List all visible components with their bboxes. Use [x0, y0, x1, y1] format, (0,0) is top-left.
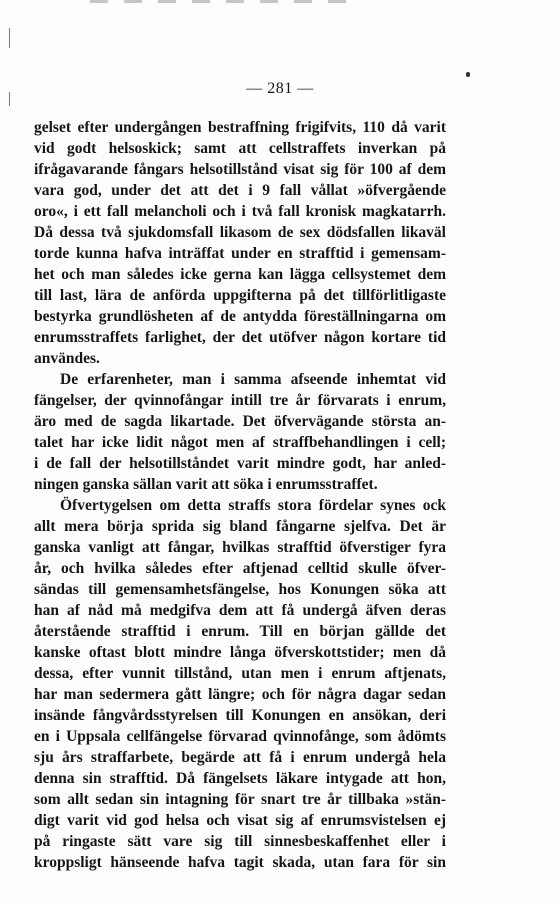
- left-edge-mark: [9, 28, 10, 48]
- text-line: De erfarenheter, man i samma afseende inhemtat vid: [60, 371, 446, 388]
- ink-speck: [466, 72, 470, 77]
- text-line: fängelser, der qvinnofångar intill tre år förvarats i enrum,: [34, 392, 446, 409]
- text-line: vara god, under det att det i 9 fall vållat »öfvergående: [34, 182, 446, 199]
- text-line: användes.: [34, 350, 100, 367]
- text-line: sju års straffarbete, begärde att få i enrum undergå hela: [34, 749, 446, 766]
- text-line: insände fångvårdsstyrelsen till Konungen en ansökan, deri: [34, 707, 446, 724]
- text-line: het och man således icke gerna kan lägga cellsystemet dem: [34, 266, 446, 283]
- text-line: på ringaste sätt vare sig till sinnesbeskaffenhet eller i: [34, 833, 446, 850]
- text-line: talet har icke lidit något men af straffbehandlingen i cell;: [34, 434, 446, 451]
- text-line: kroppsligt hänseende hafva tagit skada, utan fara för sin: [34, 854, 446, 871]
- text-line: oro«, i ett fall melancholi och i två fall kronisk magkatarrh.: [34, 203, 446, 220]
- text-line: år, och hvilka således efter aftjenad celltid skulle öfver-: [34, 560, 446, 577]
- page-number: — 281 —: [246, 80, 314, 97]
- text-line: återstående strafftid i enrum. Till en början gällde det: [34, 623, 446, 640]
- text-line: till last, lära de anförda uppgifterna på det tillförlitligaste: [34, 287, 446, 304]
- text-line: kanske oftast blott mindre långa öfverskottstider; men då: [34, 644, 446, 661]
- text-line: bestyrka grundlösheten af de antydda föreställningarna om: [34, 308, 446, 325]
- text-line: dessa, efter vunnit tillstånd, utan men i enrum aftjenats,: [34, 665, 446, 682]
- text-line: ifrågavarande fångars helsotillstånd visat sig för 100 af dem: [34, 161, 446, 178]
- text-line: i de fall der helsotillståndet varit mindre godt, har anled-: [34, 455, 446, 472]
- text-line: gelset efter undergången bestraffning frigifvits, 110 då varit: [34, 119, 446, 136]
- text-line: som allt sedan sin intagning för snart tre år tillbaka »stän-: [34, 791, 446, 808]
- text-line: vid godt helsoskick; samt att cellstraffets inverkan på: [34, 140, 446, 157]
- text-line: har man sedermera gått längre; och för några dagar sedan: [34, 686, 446, 703]
- text-line: han af nåd må medgifva dem att få undergå äfven deras: [34, 602, 446, 619]
- text-line: allt mera börja sprida sig bland fångarne sjelfva. Det är: [34, 518, 446, 535]
- text-line: ganska vanligt att fångar, hvilkas strafftid öfverstiger fyra: [34, 539, 446, 556]
- text-line: denna sin strafftid. Då fängelsets läkare intygade att hon,: [34, 770, 446, 787]
- text-line: Öfvertygelsen om detta straffs stora fördelar synes ock: [60, 497, 446, 514]
- text-line: torde kunna hafva inträffat under en strafftid i gemensam-: [34, 245, 446, 262]
- text-line: ningen ganska sällan varit att söka i enrumsstraffet.: [34, 476, 378, 493]
- text-line: enrumsstraffets farlighet, der det utöfver någon kortare tid: [34, 329, 446, 346]
- text-line: en i Uppsala cellfängelse förvarad qvinnofånge, som ådömts: [34, 728, 446, 745]
- text-line: Då dessa två sjukdomsfall likasom de sex dödsfallen likaväl: [34, 224, 446, 241]
- text-line: äro med de sagda likartade. Det öfvervägande största an-: [34, 413, 446, 430]
- top-edge-artifact: [90, 0, 350, 3]
- text-line: digt varit vid god helsa och visat sig af enrumsvistelsen ej: [34, 812, 446, 829]
- text-line: sändas till gemensamhetsfängelse, hos Konungen söka att: [34, 581, 446, 598]
